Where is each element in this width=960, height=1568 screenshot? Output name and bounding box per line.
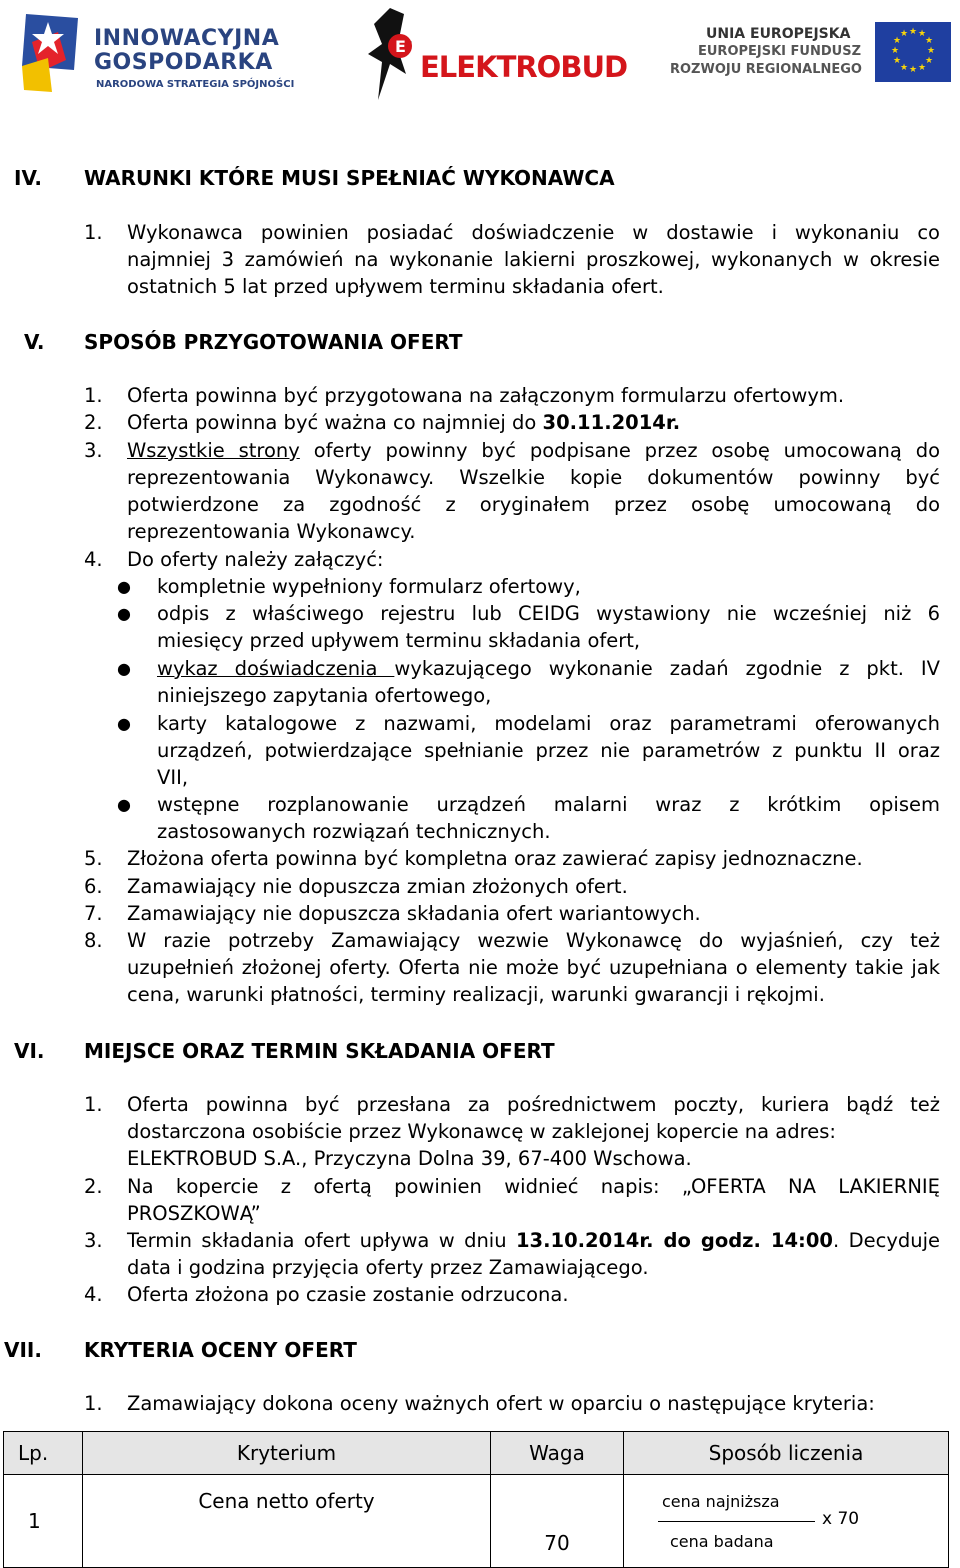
row1-lp: 1 <box>4 1475 83 1568</box>
iv-item-1-line1: Wykonawca powinien posiadać doświadczenie w dostawie i wykonaniu co <box>127 221 940 244</box>
eu-logo <box>668 22 958 92</box>
vi-item-3-line1 <box>127 1229 940 1252</box>
bullet-3-line1 <box>157 657 940 680</box>
header-waga: Waga <box>491 1432 624 1475</box>
bullet-3-line2: niniejszego zapytania ofertowego, <box>157 684 492 707</box>
bullet-2-line1: odpis z właściwego rejestru lub CEIDG wystawiony nie wcześniej niż 6 <box>157 602 940 625</box>
innowacyjna-emblem-icon <box>18 12 80 94</box>
vi-item-2-line1: Na kopercie z ofertą powinien widnieć napis: „OFERTA NA LAKIERNIĘ <box>127 1175 940 1198</box>
vii-item-1-number: 1. <box>84 1392 103 1415</box>
svg-text:★: ★ <box>900 29 909 39</box>
formula-fraction-bar <box>658 1521 815 1522</box>
table-row <box>4 1475 949 1568</box>
row1-kryterium: Cena netto oferty <box>83 1475 491 1568</box>
bullet-4-dot: ● <box>117 714 131 733</box>
svg-text:★: ★ <box>891 46 900 56</box>
bullet-3-dot: ● <box>117 659 131 678</box>
svg-text:★: ★ <box>927 46 936 56</box>
svg-text:★: ★ <box>918 63 927 73</box>
section-vii-title: KRYTERIA OCENY OFERT <box>84 1338 357 1362</box>
bullet-1-text: kompletnie wypełniony formularz ofertowy, <box>157 575 581 598</box>
svg-text:★: ★ <box>893 56 902 66</box>
v-item-4-number: 4. <box>84 548 103 571</box>
bullet-5-line1: wstępne rozplanowanie urządzeń malarni wraz z krótkim opisem <box>157 793 940 816</box>
eu-flag-icon <box>875 22 951 82</box>
v-item-3-line3: potwierdzone za zgodność z oryginałem przez osobę umocowaną do <box>127 493 940 516</box>
bullet-2-line2: miesięcy przed upływem terminu składania ofert, <box>157 629 641 652</box>
v-item-7-text: Zamawiający nie dopuszcza składania ofert wariantowych. <box>127 902 701 925</box>
bullet-3-underlined: wykaz doświadczenia <box>157 657 395 680</box>
svg-text:★: ★ <box>925 36 934 46</box>
v-item-2-date: 30.11.2014r. <box>542 411 681 434</box>
v-item-3-line1 <box>127 439 940 462</box>
vi-item-3-number: 3. <box>84 1229 103 1252</box>
v-item-6-number: 6. <box>84 875 103 898</box>
v-item-2-number: 2. <box>84 411 103 434</box>
elektrobud-text: ELEKTROBUD <box>420 50 628 84</box>
v-item-7-number: 7. <box>84 902 103 925</box>
vi-item-3-pre: Termin składania ofert upływa w dniu <box>127 1229 516 1252</box>
formula-multiplier: x 70 <box>822 1509 860 1529</box>
v-item-6-text: Zamawiający nie dopuszcza zmian złożonych ofert. <box>127 875 628 898</box>
criteria-table-header-row <box>4 1432 949 1475</box>
v-item-4-text: Do oferty należy załączyć: <box>127 548 384 571</box>
formula-denominator: cena badana <box>670 1532 774 1551</box>
section-vi-number: VI. <box>14 1039 45 1063</box>
bullet-1-dot: ● <box>117 577 131 596</box>
eu-line1: UNIA EUROPEJSKA <box>706 26 851 42</box>
section-vi-title: MIEJSCE ORAZ TERMIN SKŁADANIA OFERT <box>84 1039 555 1063</box>
v-item-8-line2: uzupełnień złożonej oferty. Oferta nie może być uzupełniana o elementy takie jak <box>127 956 940 979</box>
vi-item-4-number: 4. <box>84 1283 103 1306</box>
iv-item-1-number: 1. <box>84 221 103 244</box>
eu-line2: EUROPEJSKI FUNDUSZ <box>698 44 861 59</box>
v-item-8-line1: W razie potrzeby Zamawiający wezwie Wykonawcę do wyjaśnień, czy też <box>127 929 940 952</box>
v-item-8-line3: cena, warunki płatności, terminy realizacji, warunki gwarancji i rękojmi. <box>127 983 825 1006</box>
v-item-5-text: Złożona oferta powinna być kompletna oraz zawierać zapisy jednoznaczne. <box>127 847 863 870</box>
gospodarka-text: GOSPODARKA <box>94 50 273 75</box>
innowacyjna-text: INNOWACYJNA <box>94 26 280 51</box>
svg-text:E: E <box>395 37 406 56</box>
v-item-1-number: 1. <box>84 384 103 407</box>
elektrobud-logo <box>360 4 628 104</box>
bullet-4-line3: VII, <box>157 766 189 789</box>
vi-item-1-line1: Oferta powinna być przesłana za pośrednictwem poczty, kuriera bądź też <box>127 1093 940 1116</box>
iv-item-1-line3: ostatnich 5 lat przed upływem terminu składania ofert. <box>127 275 664 298</box>
vi-item-2-number: 2. <box>84 1175 103 1198</box>
bullet-4-line1: karty katalogowe z nazwami, modelami oraz parametrami oferowanych <box>157 712 940 735</box>
header-logos <box>0 0 960 110</box>
eu-line3: ROZWOJU REGIONALNEGO <box>670 62 862 77</box>
formula-numerator: cena najniższa <box>662 1492 780 1511</box>
v-item-5-number: 5. <box>84 847 103 870</box>
vi-item-1-line2: dostarczona osobiście przez Wykonawcę w zaklejonej kopercie na adres: <box>127 1120 836 1143</box>
v-item-2-line <box>127 411 680 434</box>
vi-item-3-post: . Decyduje <box>833 1229 941 1252</box>
header-lp: Lp. <box>4 1432 83 1475</box>
vi-item-3-deadline: 13.10.2014r. do godz. 14:00 <box>515 1229 833 1252</box>
price-formula <box>624 1482 890 1560</box>
section-vii-number: VII. <box>4 1338 42 1362</box>
section-iv-title: WARUNKI KTÓRE MUSI SPEŁNIAĆ WYKONAWCA <box>84 166 615 190</box>
vi-item-2-line2: PROSZKOWĄ” <box>127 1202 261 1225</box>
row1-sposob <box>624 1475 949 1568</box>
header-kryterium: Kryterium <box>83 1432 491 1475</box>
v-item-3-underlined: Wszystkie strony <box>127 439 300 462</box>
innowacyjna-gospodarka-logo <box>18 8 298 100</box>
vi-item-1-number: 1. <box>84 1093 103 1116</box>
section-v-number: V. <box>24 330 45 354</box>
svg-text:★: ★ <box>900 63 909 73</box>
v-item-3-line1-rest: oferty powinny być podpisane przez osobę umocowaną do <box>299 439 941 462</box>
svg-text:★: ★ <box>925 56 934 66</box>
vii-item-1-text: Zamawiający dokona oceny ważnych ofert w oparciu o następujące kryteria: <box>127 1392 875 1415</box>
vi-item-1-line3: ELEKTROBUD S.A., Przyczyna Dolna 39, 67-400 Wschowa. <box>127 1147 692 1170</box>
svg-text:★: ★ <box>918 29 927 39</box>
v-item-8-number: 8. <box>84 929 103 952</box>
bullet-5-line2: zastosowanych rozwiązań technicznych. <box>157 820 551 843</box>
strategia-text: NARODOWA STRATEGIA SPÓJNOŚCI <box>96 79 295 90</box>
section-v-title: SPOSÓB PRZYGOTOWANIA OFERT <box>84 330 463 354</box>
v-item-3-line4: reprezentowania Wykonawcy. <box>127 520 416 543</box>
vi-item-3-line2: data i godzina przyjęcia oferty przez Zamawiającego. <box>127 1256 649 1279</box>
section-iv-number: IV. <box>14 166 42 190</box>
bullet-2-dot: ● <box>117 604 131 623</box>
iv-item-1-line2: najmniej 3 zamówień na wykonanie lakierni proszkowej, wykonanych w okresie <box>127 248 940 271</box>
svg-text:★: ★ <box>909 27 918 37</box>
row1-waga: 70 <box>491 1475 624 1568</box>
svg-text:★: ★ <box>909 65 918 75</box>
v-item-2-text: Oferta powinna być ważna co najmniej do <box>127 411 543 434</box>
header-sposob: Sposób liczenia <box>624 1432 949 1475</box>
v-item-3-line2: reprezentowania Wykonawcy. Wszelkie kopie dokumentów powinny być <box>127 466 940 489</box>
bullet-3-line1-rest: wykazującego wykonanie zadań zgodnie z pkt. IV <box>394 657 940 680</box>
svg-text:★: ★ <box>893 36 902 46</box>
bullet-4-line2: urządzeń, potwierdzające spełnianie przez nie parametrów z punktu II oraz <box>157 739 940 762</box>
criteria-table <box>3 1431 949 1568</box>
v-item-1-text: Oferta powinna być przygotowana na załączonym formularzu ofertowym. <box>127 384 845 407</box>
bullet-5-dot: ● <box>117 795 131 814</box>
v-item-3-number: 3. <box>84 439 103 462</box>
vi-item-4-text: Oferta złożona po czasie zostanie odrzucona. <box>127 1283 569 1306</box>
